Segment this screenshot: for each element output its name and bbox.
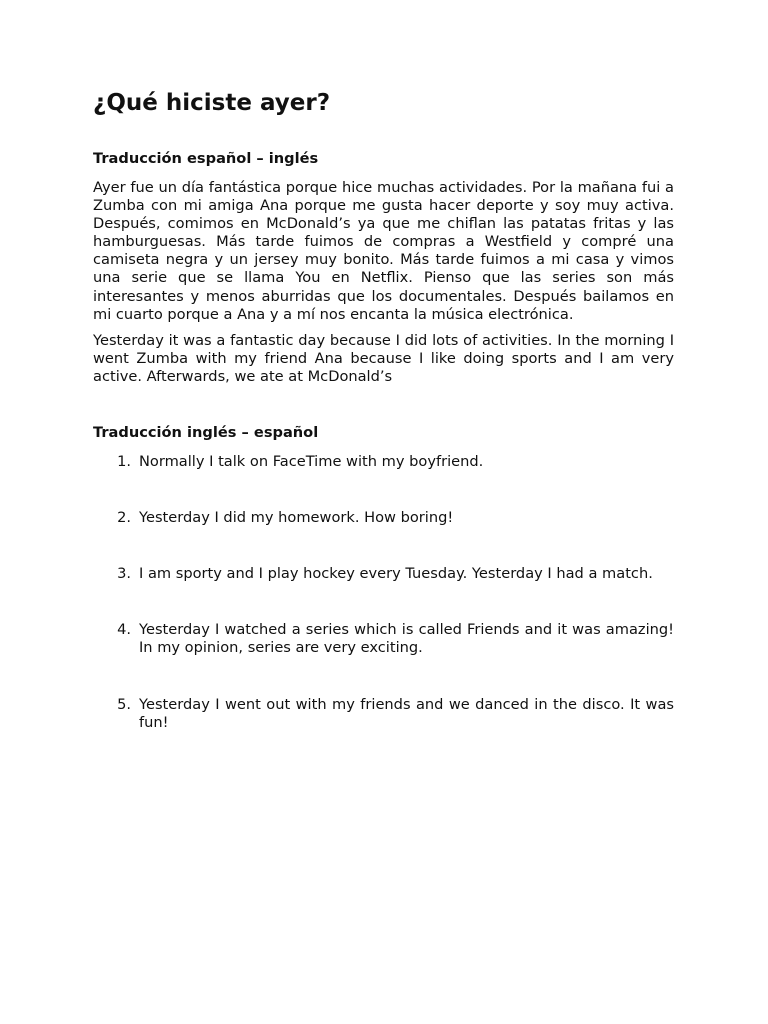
list-item bbox=[93, 509, 674, 527]
list-item-number: 2. bbox=[117, 509, 131, 527]
list-item-text: I am sporty and I play hockey every Tuesday. Yesterday I had a match. bbox=[139, 565, 653, 583]
list-item-number: 1. bbox=[117, 453, 131, 471]
list-item bbox=[93, 565, 674, 583]
list-item bbox=[93, 621, 674, 657]
list-item-number: 4. bbox=[117, 621, 131, 639]
page-title: ¿Qué hiciste ayer? bbox=[93, 90, 331, 116]
spanish-paragraph: Ayer fue un día fantástica porque hice muchas actividades. Por la mañana fui a Zumba con mi amiga Ana porque me gusta hacer deporte y soy muy activa. Después, comimos en McDonald’s ya que me chiflan las patatas fritas y las hamburguesas. Más tarde fuimos de compras a Westfield y compré una camiseta negra y un jersey muy bonito. Más tarde fuimos a mi casa y vimos una serie que se llama You en Netflix. Pienso que las series son más interesantes y menos aburridas que los documentales. Después bailamos en mi cuarto porque a Ana y a mí nos encanta la música electrónica. bbox=[93, 179, 674, 323]
list-item-number: 3. bbox=[117, 565, 131, 583]
english-paragraph: Yesterday it was a fantastic day because I did lots of activities. In the morning I went Zumba with my friend Ana because I like doing sports and I am very active. Afterwards, we ate at McDonald’s bbox=[93, 331, 674, 385]
list-item bbox=[93, 696, 674, 732]
section-heading-english-spanish: Traducción inglés – español bbox=[93, 424, 319, 442]
list-item-text: Yesterday I watched a series which is called Friends and it was amazing! In my opinion, series are very exciting. bbox=[139, 621, 674, 657]
translation-list bbox=[93, 453, 674, 732]
document-page bbox=[93, 84, 674, 732]
list-item-text: Yesterday I did my homework. How boring! bbox=[139, 509, 454, 527]
list-item-text: Normally I talk on FaceTime with my boyfriend. bbox=[139, 453, 484, 471]
section-heading-spanish-english: Traducción español – inglés bbox=[93, 150, 319, 167]
list-item-number: 5. bbox=[117, 695, 131, 713]
list-item-text: Yesterday I went out with my friends and we danced in the disco. It was fun! bbox=[139, 695, 674, 731]
list-item bbox=[93, 453, 674, 471]
